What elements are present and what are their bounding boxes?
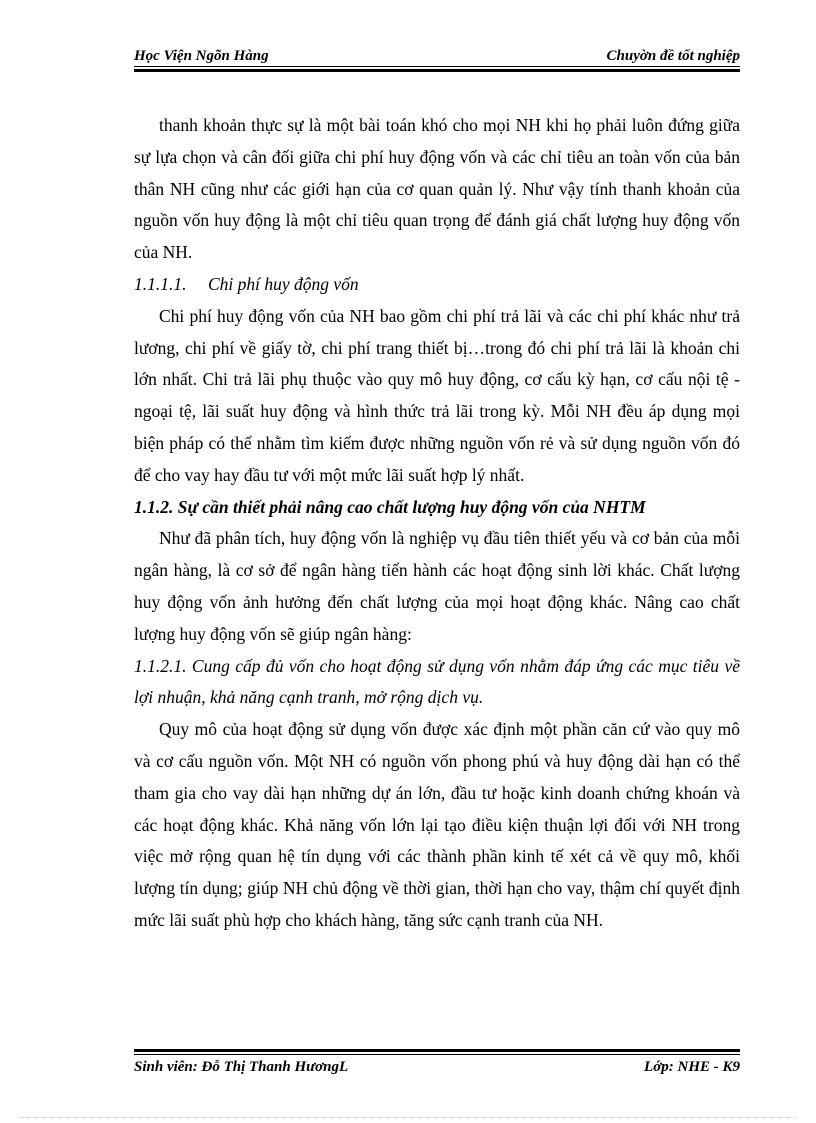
paragraph-scale: Quy mô của hoạt động sử dụng vốn được xác định một phần căn cứ vào quy mô và cơ cấu nguồn vốn. Một NH có nguồn vốn phong phú và huy động dài hạn có thể tham gia cho vay dài hạn những dự án lớn, đầu tư hoặc kinh doanh chứng khoán và các hoạt động khác. Khả năng vốn lớn lại tạo điều kiện thuận lợi đối với NH trong việc mở rộng quan hệ tín dụng với các thành phần kinh tế xét cả về quy mô, khối lượng tín dụng; giúp NH chủ động về thời gian, thời hạn cho vay, thậm chí quyết định mức lãi suất phù hợp cho khách hàng, tăng sức cạnh tranh của NH. — [134, 719, 740, 930]
footer-class: Lớp: NHE - K9 — [644, 1059, 740, 1075]
page-header — [134, 46, 740, 66]
heading-title: Chi phí huy động vốn — [208, 273, 359, 294]
heading-1-1-2: 1.1.2. Sự cần thiết phải nâng cao chất lượng huy động vốn của NHTM — [134, 496, 646, 517]
paragraph-liquidity: thanh khoản thực sự là một bài toán khó cho mọi NH khi họ phải luôn đứng giữa sự lựa chọn và cân đối giữa chi phí huy động vốn và các chỉ tiêu an toàn vốn của bản thân NH cũng như các giới hạn của cơ quan quản lý. Như vậy tính thanh khoản của nguồn vốn huy động là một chỉ tiêu quan trọng để đánh giá chất lượng huy động vốn của NH. — [134, 115, 740, 263]
page-body — [134, 110, 740, 937]
footer-student: Sinh viên: Đỗ Thị Thanh HươngL — [134, 1059, 349, 1075]
paragraph-cost: Chi phí huy động vốn của NH bao gồm chi phí trả lãi và các chi phí khác như trả lương, chi phí về giấy tờ, chi phí trang thiết bị…trong đó chi phí trả lãi là khoản chi lớn nhất. Chi trả lãi phụ thuộc vào quy mô huy động, cơ cấu kỳ hạn, cơ cấu nội tệ - ngoại tệ, lãi suất huy động và hình thức trả lãi trong kỳ. Mỗi NH đều áp dụng mọi biện pháp có thể nhằm tìm kiếm được những nguồn vốn rẻ và sử dụng nguồn vốn đó để cho vay hay đầu tư với một mức lãi suất hợp lý nhất. — [134, 305, 740, 485]
header-divider — [134, 66, 740, 72]
header-institution: Học Viện Ngõn Hàng — [134, 48, 269, 64]
footer-divider — [134, 1049, 740, 1055]
paragraph-necessity: Như đã phân tích, huy động vốn là nghiệp vụ đầu tiên thiết yếu và cơ bản của mỗi ngân hàng, là cơ sở để ngân hàng tiến hành các hoạt động sinh lời khác. Chất lượng huy động vốn ảnh hưởng đến chất lượng của mọi hoạt động khác. Nâng cao chất lượng huy động vốn sẽ giúp ngân hàng: — [134, 528, 740, 644]
heading-1-1-2-1: 1.1.2.1. Cung cấp đủ vốn cho hoạt động sử dụng vốn nhằm đáp ứng các mục tiêu về lợi nhuận, khả năng cạnh tranh, mở rộng dịch vụ. — [134, 655, 740, 708]
page-edge — [20, 1117, 796, 1118]
page-footer — [134, 1057, 740, 1077]
header-document-type: Chuyờn đề tốt nghiệp — [606, 48, 740, 64]
heading-1-1-1-1 — [134, 269, 740, 301]
heading-number: 1.1.1.1. — [134, 273, 187, 294]
